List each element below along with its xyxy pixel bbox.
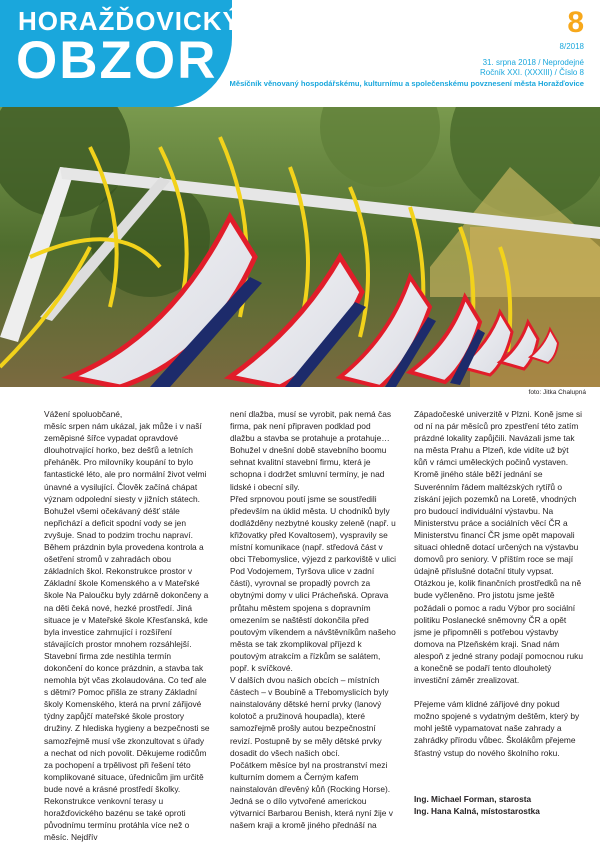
paragraph: Přejeme vám klidné zářijové dny pokud možno spojené s vydatným deštěm, který by mohl ještě vypamatovat naše zahrady a zahrádky přírodu vůbec. Školákům přejeme šťastný vstup do nového školního roku. <box>414 699 580 758</box>
paragraph: V dalších dvou našich obcích – místních částech – v Boubíně a Třebomyslicích byly nainstalovány dětské herní prvky (lanový kolotoč a pružinová houpadla), které samozřejmě prošly autou bezpečnostní revizí. Postupně by se měly dětské prvky dosadit do všech našich obcí. <box>230 675 389 758</box>
paragraph: Vážení spoluobčané, <box>44 409 123 419</box>
paragraph: Rekonstrukce venkovní terasy u horažďovického bazénu se také oproti původnímu termínu protáhla více než o měsíc. Nejdřív <box>44 796 190 843</box>
issue-number: 8 <box>567 6 584 39</box>
cover-photo-illustration <box>0 107 600 387</box>
paragraph: Počátkem měsíce byl na prostranství mezi kulturním domem a Černým kafem nainstalován dřevěný kůň (Rocking Horse). Jedná se o dílo vytvořené americkou výtvarnicí Barbarou Benish, která nyní žije v našem kraji a kromě jiného přednáší na <box>230 759 393 831</box>
paragraph: Před srpnovou poutí jsme se soustředili především na úklid města. U chodníků byly dodlážděny nezbytné kousky zeleně (např. u křižovatky před Kovaltosem), vyspravily se místní komunikace (např. středová část v obci Třebomyslice, výjezd z parkoviště v ulici Pod Vodojemem, Tyršova ulice v zadní části), vyrovnal se propadlý povrch za obytnými domy v ulici Prácheňská. Oprava průtahu městem spojena s dopravním omezením se naštěstí dokončila před poutovým víkendem a návštěvníkům našeho města se tak zkomplikoval příjezd k poutovým atrakcím a řízkům se salátem, popř. k svíčkové. <box>230 493 397 673</box>
paragraph: není dlažba, musí se vyrobit, pak nemá čas firma, pak není připraven podklad pod dlažbu a stavba se protahuje a protahuje… Bohužel v dnešní době stavebního boomu sehnat kvalitní stavební firmu, která je schopna i dodržet smluvní termíny, je nad lidské i obecní síly. <box>230 409 392 492</box>
photo-credit: foto: Jitka Chalupná <box>528 389 586 396</box>
text-column-3 <box>414 408 584 759</box>
paragraph: Západočeské univerzitě v Plzni. Koně jsme si od ní na pár měsíců pro zpestření této zatím prázdné lokality zapůjčili. Navázali jsme tak na města Prahu a Plzeň, kde vidíte už být kůň v rámci uměleckých počinů vystaven. <box>414 409 583 468</box>
cover-photo <box>0 107 600 387</box>
issue-volume: Ročník XXI. (XXXIII) / Číslo 8 <box>479 68 584 77</box>
paragraph: Kromě jiného stále běží jednání se Suverénním řádem maltézských rytířů o získání jejich pozemků na Loretě, vhodných pro budoucí individuální výstavbu. Na Ministerstvu práce a sociálních věcí ČR a Ministerstvu financí ČR jsme opět mapovali situaci ohledně dotací určených na výstavbu domovů pro seniory. V příštím roce se mají údajně příslušné dotační tituly vypsat. Otázkou je, kolik finančních prostředků na ně bude vyčleněno. Pro jistotu jsme ještě požádali o pomoc a radu Výbor pro sociální politiku Poslanecké sněmovny ČR a opět jsme je připomněli s potřebou výstavby domova na Plzeňském kraji. Snad nám alespoň z jedné strany podají pomocnou ruku a konečně se podaří tento dlouholetý investiční záměr zrealizovat. <box>414 469 584 686</box>
signature-deputy-mayor: Ing. Hana Kalná, místostarostka <box>414 806 540 816</box>
issue-date: 31. srpna 2018 / Neprodejné <box>482 58 584 67</box>
text-column-1 <box>44 408 210 843</box>
masthead-title-line2: OBZOR <box>16 31 218 90</box>
signature-mayor: Ing. Michael Forman, starosta <box>414 794 532 804</box>
paragraph: měsíc srpen nám ukázal, jak může i v naší zeměpisné šířce vypadat opravdové dlouhotrvající horko, bez dešťů a letních přeháněk. Pro milovníky koupání to bylo fantastické léto, ale pro normální život velmi únavné a vysilující. Člověk začíná chápat význam odpolední siesty v jižních státech. Bohužel všemi očekávaný déšť stále nepřichází a deficit spodní vody se jen zvyšuje. Snad to podzim trochu napraví. <box>44 421 207 540</box>
masthead-title-line1: HORAŽĎOVICKÝ <box>18 6 241 36</box>
paragraph: Během prázdnin byla provedena kontrola a ošetření stromů v zahradách obou základních škol. Rekonstrukce prostor v Základní škole Komenského a v Mateřské škole Na Paloučku byly zdárně dokončeny a na děti čeká nové, hezké prostředí. Jiná situace je v Mateřské škole Křesťanská, kde byla investice zahrnující i rozšíření stávajících prostor mnohem rozsáhlejší. Stavební firma zde nestihla termín dokončení do konce prázdnin, a stavba tak nemohla být včas zkolaudována. Co teď ale s dětmi? Pomoc přišla ze strany Základní školy Komenského, která na první zářijové týdny zapůjčí mateřské škole prostory družiny. Z hlediska hygieny a bezpečnosti se samozřejmě musí vše zkonzultovat s úřady a nechat od nich povolit. Děkujeme rodičům za pochopení a trpělivost při řešení této komplikované situace, úřednicům jim určitě bude nové a krásné prostředí školky. <box>44 542 210 794</box>
issue-year: 8/2018 <box>559 42 584 51</box>
text-column-2 <box>230 408 396 831</box>
masthead-subtitle: Měsíčník věnovaný hospodářskému, kulturnímu a společenskému povznesení města Horažďovice <box>229 79 584 88</box>
